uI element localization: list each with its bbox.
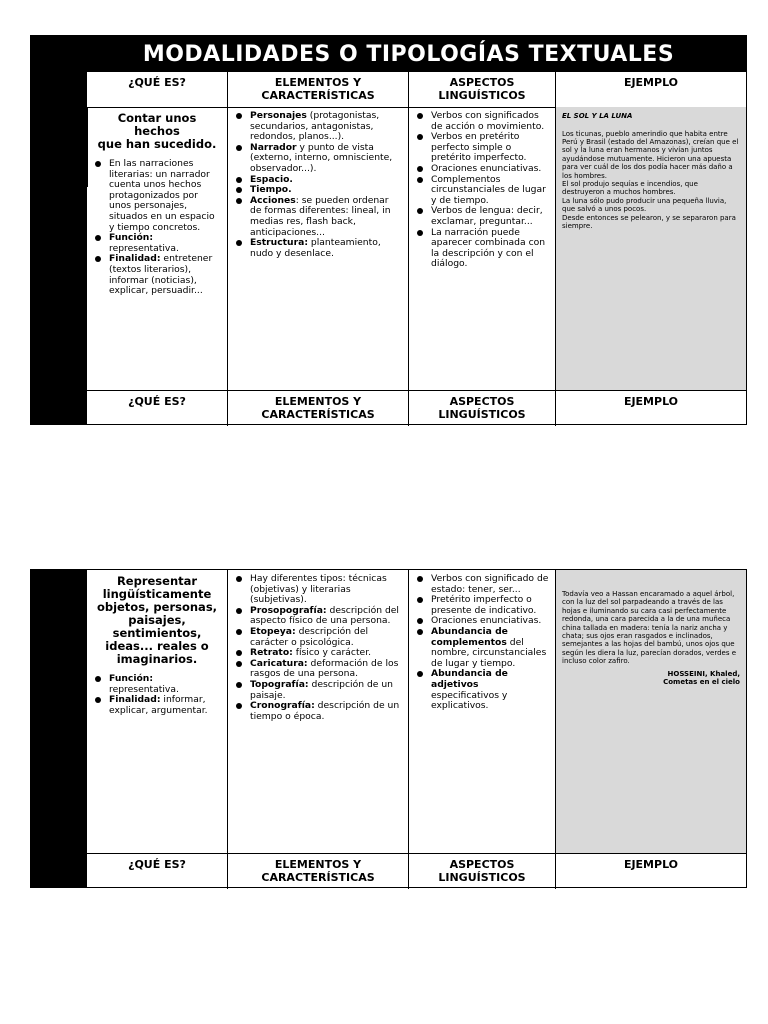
example-title: EL SOL Y LA LUNA [562, 112, 633, 120]
example-paragraph: El sol produjo sequías e incendios, que destruyeron a muchos hombres. [562, 180, 698, 197]
list-item: Verbos con significados de acción o movimiento. [415, 111, 549, 132]
bullet-icon [236, 177, 242, 183]
bullet-icon [236, 682, 242, 688]
list-item: Abundancia de complementos del nombre, circunstanciales de lugar y tiempo. [415, 627, 549, 669]
footer-que-es: ¿QUÉ ES? [128, 395, 186, 408]
page-title: MODALIDADES O TIPOLOGÍAS TEXTUALES [31, 36, 746, 72]
left-black-bar [31, 570, 87, 887]
example-paragraph: Los ticunas, pueblo amerindio que habita entre Perú y Brasil (estado del Amazonas), creían que el sol y la luna eran hermanos y vivían juntos ayudándose mutuamente. Hicieron una apuesta para ver cuál de los dos podía hacer más daño a los hombres. [562, 129, 739, 180]
bullet-icon [95, 676, 101, 682]
ejemplo-cell [555, 107, 746, 390]
header-row [87, 72, 746, 108]
bullet-icon [236, 198, 242, 204]
list-item: Verbos con significado de estado: tener, ser... [415, 574, 549, 595]
example-paragraph: La luna sólo pudo producir una pequeña lluvia, que salvó a unos pocos. [562, 196, 727, 214]
list-item: Acciones: se pueden ordenar de formas diferentes: lineal, in medias res, flash back, anticipaciones... [234, 196, 402, 238]
footer-aspectos: ASPECTOS LINGUÍSTICOS [408, 391, 555, 426]
list-item: Verbos de lengua: decir, exclamar, preguntar... [415, 206, 549, 227]
bullet-icon [236, 703, 242, 709]
list-item: Topografía: descripción de un paisaje. [234, 680, 402, 701]
list-item: Finalidad: informar, explicar, argumentar. [93, 695, 221, 716]
bullet-icon [417, 618, 423, 624]
footer-ejemplo: EJEMPLO [555, 854, 746, 889]
bullet-icon [417, 671, 423, 677]
bullet-icon [236, 240, 242, 246]
list-item: Abundancia de adjetivos especificativos y explicativos. [415, 669, 549, 711]
elementos-cell [227, 107, 408, 390]
list-item: Estructura: planteamiento, nudo y desenlace. [234, 238, 402, 259]
list-item: Finalidad: entretener (textos literarios), informar (noticias), explicar, persuadir... [93, 254, 221, 296]
bullet-icon [417, 230, 423, 236]
definition: Representar lingüísticamente objetos, personas, paisajes, sentimientos, ideas... reales o imaginarios. [96, 574, 218, 666]
list-item: Hay diferentes tipos: técnicas (objetivas) y literarias (subjetivas). [234, 574, 402, 606]
list-item: En las narraciones literarias: un narrador cuenta unos hechos protagonizados por unos personajes, situados en un espacio y tiempo concretos. [93, 159, 221, 233]
list-item: Función: representativa. [93, 674, 221, 695]
descripcion-table [30, 569, 747, 888]
bullet-icon [236, 661, 242, 667]
bullet-icon [417, 177, 423, 183]
example-paragraph: Desde entonces se pelearon, y se separaron para siempre. [562, 213, 736, 231]
bullet-icon [417, 113, 423, 119]
list-item: Complementos circunstanciales de lugar y de tiempo. [415, 175, 549, 207]
bullet-icon [417, 597, 423, 603]
list-item: Pretérito imperfecto o presente de indicativo. [415, 595, 549, 616]
bullet-icon [236, 629, 242, 635]
bullet-icon [236, 576, 242, 582]
bullet-icon [236, 113, 242, 119]
footer-row [87, 390, 746, 426]
bullet-icon [236, 187, 242, 193]
elementos-cell [227, 570, 408, 853]
que-es-cell [87, 570, 227, 853]
list-item: Prosopografía: descripción del aspecto físico de una persona. [234, 606, 402, 627]
list-item: Tiempo. [234, 185, 402, 196]
footer-que-es: ¿QUÉ ES? [128, 858, 186, 871]
list-item: Oraciones enunciativas. [415, 616, 549, 627]
bullet-icon [236, 145, 242, 151]
bullet-icon [95, 256, 101, 262]
footer-row [87, 853, 746, 889]
list-item: Espacio. [234, 175, 402, 186]
list-item: Verbos en pretérito perfecto simple o pretérito imperfecto. [415, 132, 549, 164]
header-elementos: ELEMENTOS Y CARACTERÍSTICAS [227, 72, 408, 107]
footer-ejemplo: EJEMPLO [555, 391, 746, 426]
list-item: Etopeya: descripción del carácter o psicológica. [234, 627, 402, 648]
left-black-bar [31, 36, 87, 424]
bullet-icon [95, 235, 101, 241]
content-row [87, 107, 746, 390]
list-item: Función: representativa. [93, 233, 221, 254]
list-item: Retrato: físico y carácter. [234, 648, 402, 659]
aspectos-cell [408, 570, 555, 853]
bullet-icon [417, 134, 423, 140]
example-author: HOSSEINI, Khaled, Cometas en el cielo [663, 669, 740, 687]
content-row [87, 570, 746, 853]
list-item: Narrador y punto de vista (externo, interno, omnisciente, observador...). [234, 143, 402, 175]
header-ejemplo: EJEMPLO [555, 72, 746, 107]
bullet-icon [236, 650, 242, 656]
bullet-icon [95, 697, 101, 703]
narracion-table [30, 35, 747, 425]
bullet-icon [95, 161, 101, 167]
bullet-icon [417, 629, 423, 635]
list-item: Oraciones enunciativas. [415, 164, 549, 175]
que-es-cell [87, 107, 227, 390]
list-item: Caricatura: deformación de los rasgos de una persona. [234, 659, 402, 680]
footer-elementos: ELEMENTOS Y CARACTERÍSTICAS [227, 391, 408, 426]
list-item: La narración puede aparecer combinada con la descripción y con el diálogo. [415, 228, 549, 270]
ejemplo-cell [555, 570, 746, 853]
bullet-icon [417, 208, 423, 214]
footer-elementos: ELEMENTOS Y CARACTERÍSTICAS [227, 854, 408, 889]
bullet-icon [236, 608, 242, 614]
header-que-es: ¿QUÉ ES? [128, 76, 186, 89]
aspectos-cell [408, 107, 555, 390]
bullet-icon [417, 576, 423, 582]
cell-divider [87, 107, 88, 187]
list-item: Personajes (protagonistas, secundarios, antagonistas, redondos, planos...). [234, 111, 402, 143]
definition: Contar unos hechos que han sucedido. [97, 111, 217, 151]
list-item: Cronografía: descripción de un tiempo o época. [234, 701, 402, 722]
footer-aspectos: ASPECTOS LINGUÍSTICOS [408, 854, 555, 889]
bullet-icon [417, 166, 423, 172]
header-aspectos: ASPECTOS LINGUÍSTICOS [408, 72, 555, 107]
example-paragraph: Todavía veo a Hassan encaramado a aquel árbol, con la luz del sol parpadeando a través de las hojas e iluminando su cara casi perfectamente redonda, una cara parecida a la de una muñeca china tallada en madera: tenía la nariz ancha y chata; sus ojos eran rasgados e inclinados, semejantes a las hojas del bambú, unos ojos que según les diera la luz, parecían dorados, verdes e incluso color zafiro. [562, 590, 737, 666]
